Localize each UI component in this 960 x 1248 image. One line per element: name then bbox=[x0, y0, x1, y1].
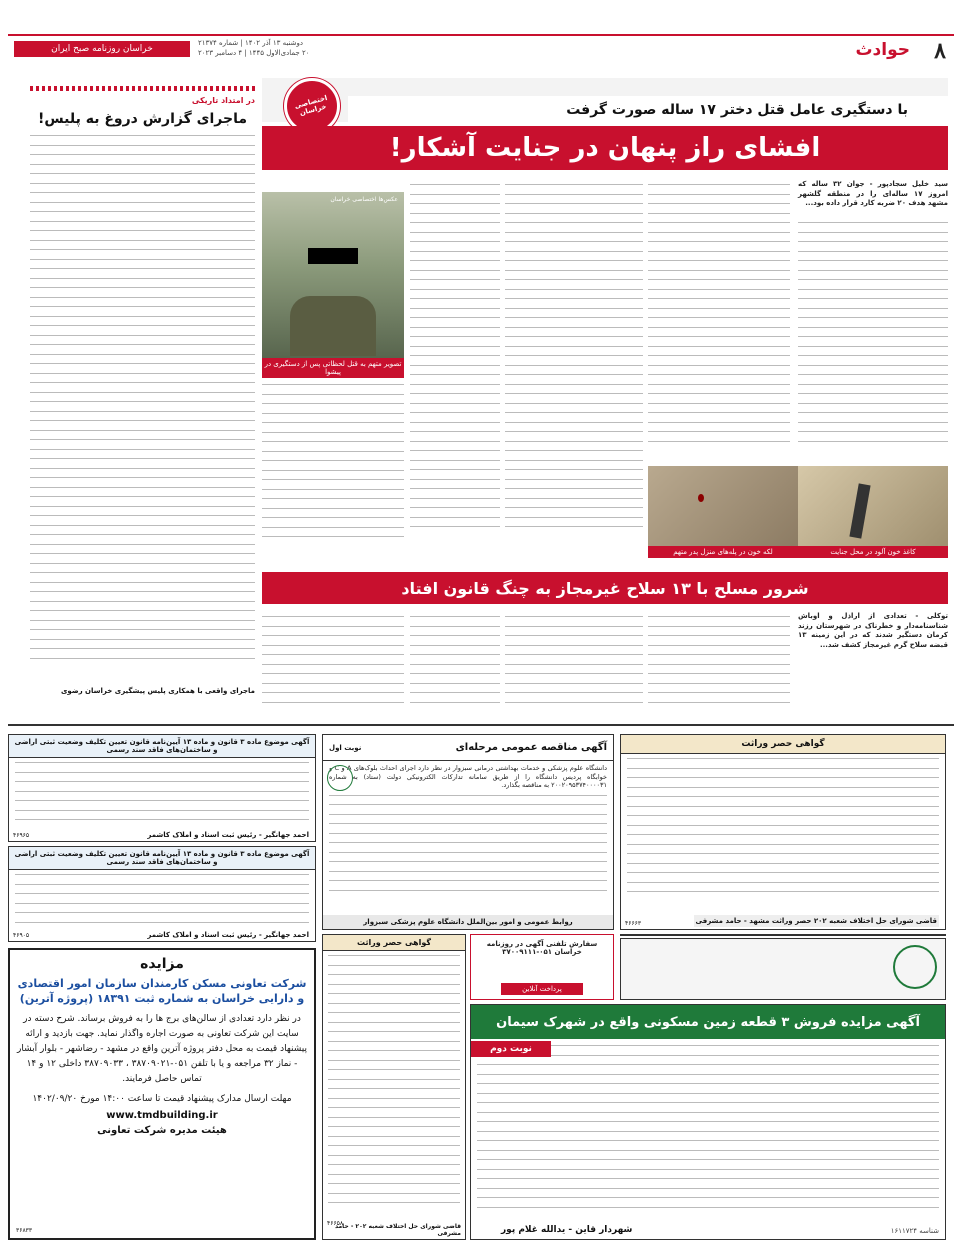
auction-ad bbox=[470, 1004, 946, 1240]
newspaper-brand[interactable]: خراسان روزنامه صبح ایران bbox=[14, 41, 190, 57]
lead-col-2 bbox=[648, 184, 790, 462]
lead-col-1 bbox=[798, 222, 948, 462]
column-body bbox=[30, 135, 255, 685]
tender-text: دانشگاه علوم پزشکی و خدمات بهداشتی درمانی سبزوار در نظر دارد اجرای احداث بلوک‌های A و C و خوابگاه پردیس دانشگاه را از طریق سامانه تدارکات الکترونیکی دولت (ستاد) به شماره ۲۰۰۲۰۹۵۳۷۴۰۰۰۰۳۱ به مناقصه بگذارد. bbox=[329, 764, 607, 789]
column-headline: ماجرای گزارش دروغ به پلیس! bbox=[38, 111, 247, 127]
date-line-hijri: ۲۰ جمادی‌الاول ۱۴۴۵ | ۴ دسامبر ۲۰۲۳ bbox=[198, 49, 310, 57]
exclusive-label: اختصاصی خراسان bbox=[293, 93, 329, 118]
side-column bbox=[30, 96, 255, 716]
coop-label: مزایده bbox=[140, 956, 184, 972]
lead-col-4 bbox=[410, 184, 500, 559]
registry-ad-2 bbox=[8, 846, 316, 942]
page-number: ۸ bbox=[934, 38, 946, 63]
blood-photo bbox=[648, 466, 798, 558]
auction-round: نوبت دوم bbox=[471, 1041, 551, 1057]
lead-kicker-band bbox=[262, 78, 948, 122]
second-col-3 bbox=[505, 616, 643, 712]
registry-footer-2: احمد جهانگیر - رئیس ثبت اسناد و املاک کاشمر bbox=[147, 931, 309, 939]
inheritance-ad bbox=[620, 734, 946, 930]
inheritance-title: گواهی حصر وراثت bbox=[621, 735, 945, 754]
municipality-logo-icon bbox=[893, 945, 937, 989]
inheritance-title-2: گواهی حصر وراثت bbox=[323, 935, 465, 951]
ad-number: ۴۶۹۰۵ bbox=[13, 932, 30, 939]
promo-pay-button[interactable]: پرداخت آنلاین bbox=[501, 983, 583, 995]
registry-title-2: آگهی موضوع ماده ۳ قانون و ماده ۱۳ آیین‌نامه قانون تعیین تکلیف وضعیت ثبتی اراضی و ساختمان‌های فاقد سند رسمی bbox=[9, 847, 315, 870]
coop-ad bbox=[8, 948, 316, 1240]
registry-title-1: آگهی موضوع ماده ۳ قانون و ماده ۱۳ آیین‌نامه قانون تعیین تکلیف وضعیت ثبتی اراضی و ساختمان‌های فاقد سند رسمی bbox=[9, 735, 315, 758]
section-title: حوادث bbox=[855, 40, 910, 60]
coop-title: شرکت تعاونی مسکن کارمندان سازمان امور اقتصادی و دارایی خراسان به شماره ثبت ۱۸۳۹۱ (پروژه آترین) bbox=[17, 977, 307, 1005]
photo-credit: عکس‌ها اختصاصی خراسان bbox=[330, 196, 398, 203]
university-logo-icon bbox=[327, 765, 353, 791]
lead-col-5 bbox=[262, 384, 404, 559]
tender-ad bbox=[322, 734, 614, 930]
second-lead: توکلی - تعدادی از اراذل و اوباش شناسنامه‌دار و خطرناک در شهرستان رزند کرمان دستگیر شدند که در این زمینه ۱۳ قبضه سلاح گرم غیرمجاز کشف شد... bbox=[798, 612, 948, 649]
coop-website-link[interactable]: www.tmdbuilding.ir bbox=[106, 1110, 218, 1121]
tender-title: آگهی مناقصه عمومی مرحله‌ای bbox=[455, 742, 607, 753]
inheritance-footer-2: قاضی شورای حل اختلاف شعبه ۲۰۲ - حامد مشرفی bbox=[334, 1223, 461, 1237]
auction-id: شناسه ۱۶۱۱۷۲۴ bbox=[890, 1227, 939, 1235]
second-headline: شرور مسلح با ۱۳ سلاح غیرمجاز به چنگ قانون افتاد bbox=[401, 578, 809, 598]
ad-number: ۴۶۹۶۵ bbox=[13, 832, 30, 839]
inheritance-footer: قاضی شورای حل اختلاف شعبه ۲۰۲ حصر وراثت مشهد - حامد مشرفی bbox=[695, 917, 937, 925]
inheritance-ad-2 bbox=[322, 934, 466, 1240]
lead-kicker: با دستگیری عامل قتل دختر ۱۷ ساله صورت گرفت bbox=[566, 102, 908, 118]
second-col-4 bbox=[410, 616, 500, 712]
second-col-2 bbox=[648, 616, 790, 712]
auction-title: آگهی مزایده فروش ۳ قطعه زمین مسکونی واقع در شهرک سیمان bbox=[471, 1005, 945, 1039]
auction-ad-top bbox=[620, 938, 946, 1000]
knife-caption: کاغذ خون آلود در محل جنایت bbox=[798, 546, 948, 558]
knife-photo bbox=[798, 466, 948, 558]
ad-number: ۴۶۶۵۸ bbox=[327, 1220, 344, 1227]
registry-footer-1: احمد جهانگیر - رئیس ثبت اسناد و املاک کاشمر bbox=[147, 831, 309, 839]
lead-headline: افشای راز پنهان در جنایت آشکار! bbox=[389, 133, 821, 163]
column-stripe bbox=[30, 86, 255, 91]
ads-divider bbox=[8, 724, 954, 726]
coop-footer: هیئت مدیره شرکت تعاونی bbox=[97, 1125, 227, 1136]
suspect-photo bbox=[262, 192, 404, 378]
face-blur-bar bbox=[308, 248, 358, 264]
second-col-5 bbox=[262, 616, 404, 712]
date-line: دوشنبه ۱۳ آذر ۱۴۰۲ | شماره ۲۱۳۷۴ bbox=[198, 39, 304, 47]
registry-ad-1 bbox=[8, 734, 316, 842]
ad-number: ۴۶۶۶۳ bbox=[625, 920, 642, 927]
second-headline-bar bbox=[262, 572, 948, 604]
blood-caption: لکه خون در پله‌های منزل پدر متهم bbox=[648, 546, 798, 558]
suspect-caption: تصویر متهم به قتل لحظاتی پس از دستگیری در پیشوا bbox=[262, 358, 404, 378]
tender-round: نوبت اول bbox=[329, 743, 362, 752]
column-label: در امتداد تاریکی bbox=[191, 96, 255, 105]
header-top-rule bbox=[8, 34, 954, 36]
lead-col-3b bbox=[505, 466, 643, 558]
coop-deadline: مهلت ارسال مدارک پیشنهاد قیمت تا ساعت ۱۴:۰۰ مورخ ۱۴۰۲/۰۹/۲۰ bbox=[32, 1094, 292, 1104]
auction-footer: شهردار قاین - یدالله غلام پور bbox=[501, 1225, 633, 1235]
column-signoff: ماجرای واقعی با همکاری پلیس پیشگیری خراسان رضوی bbox=[61, 687, 255, 695]
promo-text: سفارش تلفنی آگهی در روزنامه خراسان ۰۵۱-۳۷۰۰۹۱۱۱ bbox=[486, 940, 598, 956]
ad-number: ۳۶۸۳۳ bbox=[16, 1227, 33, 1234]
page-header bbox=[8, 34, 954, 66]
lead-byline: سید خلیل سجادپور - جوان ۳۲ ساله که امروز ۱۷ ساله‌ای را در منطقه گلشهر مشهد هدف ۲۰ ضربه کارد قرار داده بود... bbox=[798, 180, 949, 207]
lead-headline-bar bbox=[262, 126, 948, 170]
coop-text: در نظر دارد تعدادی از سالن‌های برج ها را به فروش برساند. شرح دسته در سایت این شرکت تعاونی به صورت اجاره واگذار نماید. جهت بازدید و ارائه پیشنهاد قیمت به محل دفتر پروژه آترین واقع در مشهد - رضاشهر - بلوار آبشار - نماز ۳۲ مراجعه و یا با تلفن ۰۵۱-۳۸۷۰۹۰۲۱ ، ۳۸۷۰۹۰۳۳ داخلی ۱۲ و ۱۴ تماس حاصل فرمایند. bbox=[17, 1014, 307, 1084]
tender-footer: روابط عمومی و امور بین‌الملل دانشگاه علوم پزشکی سبزوار bbox=[323, 915, 613, 929]
